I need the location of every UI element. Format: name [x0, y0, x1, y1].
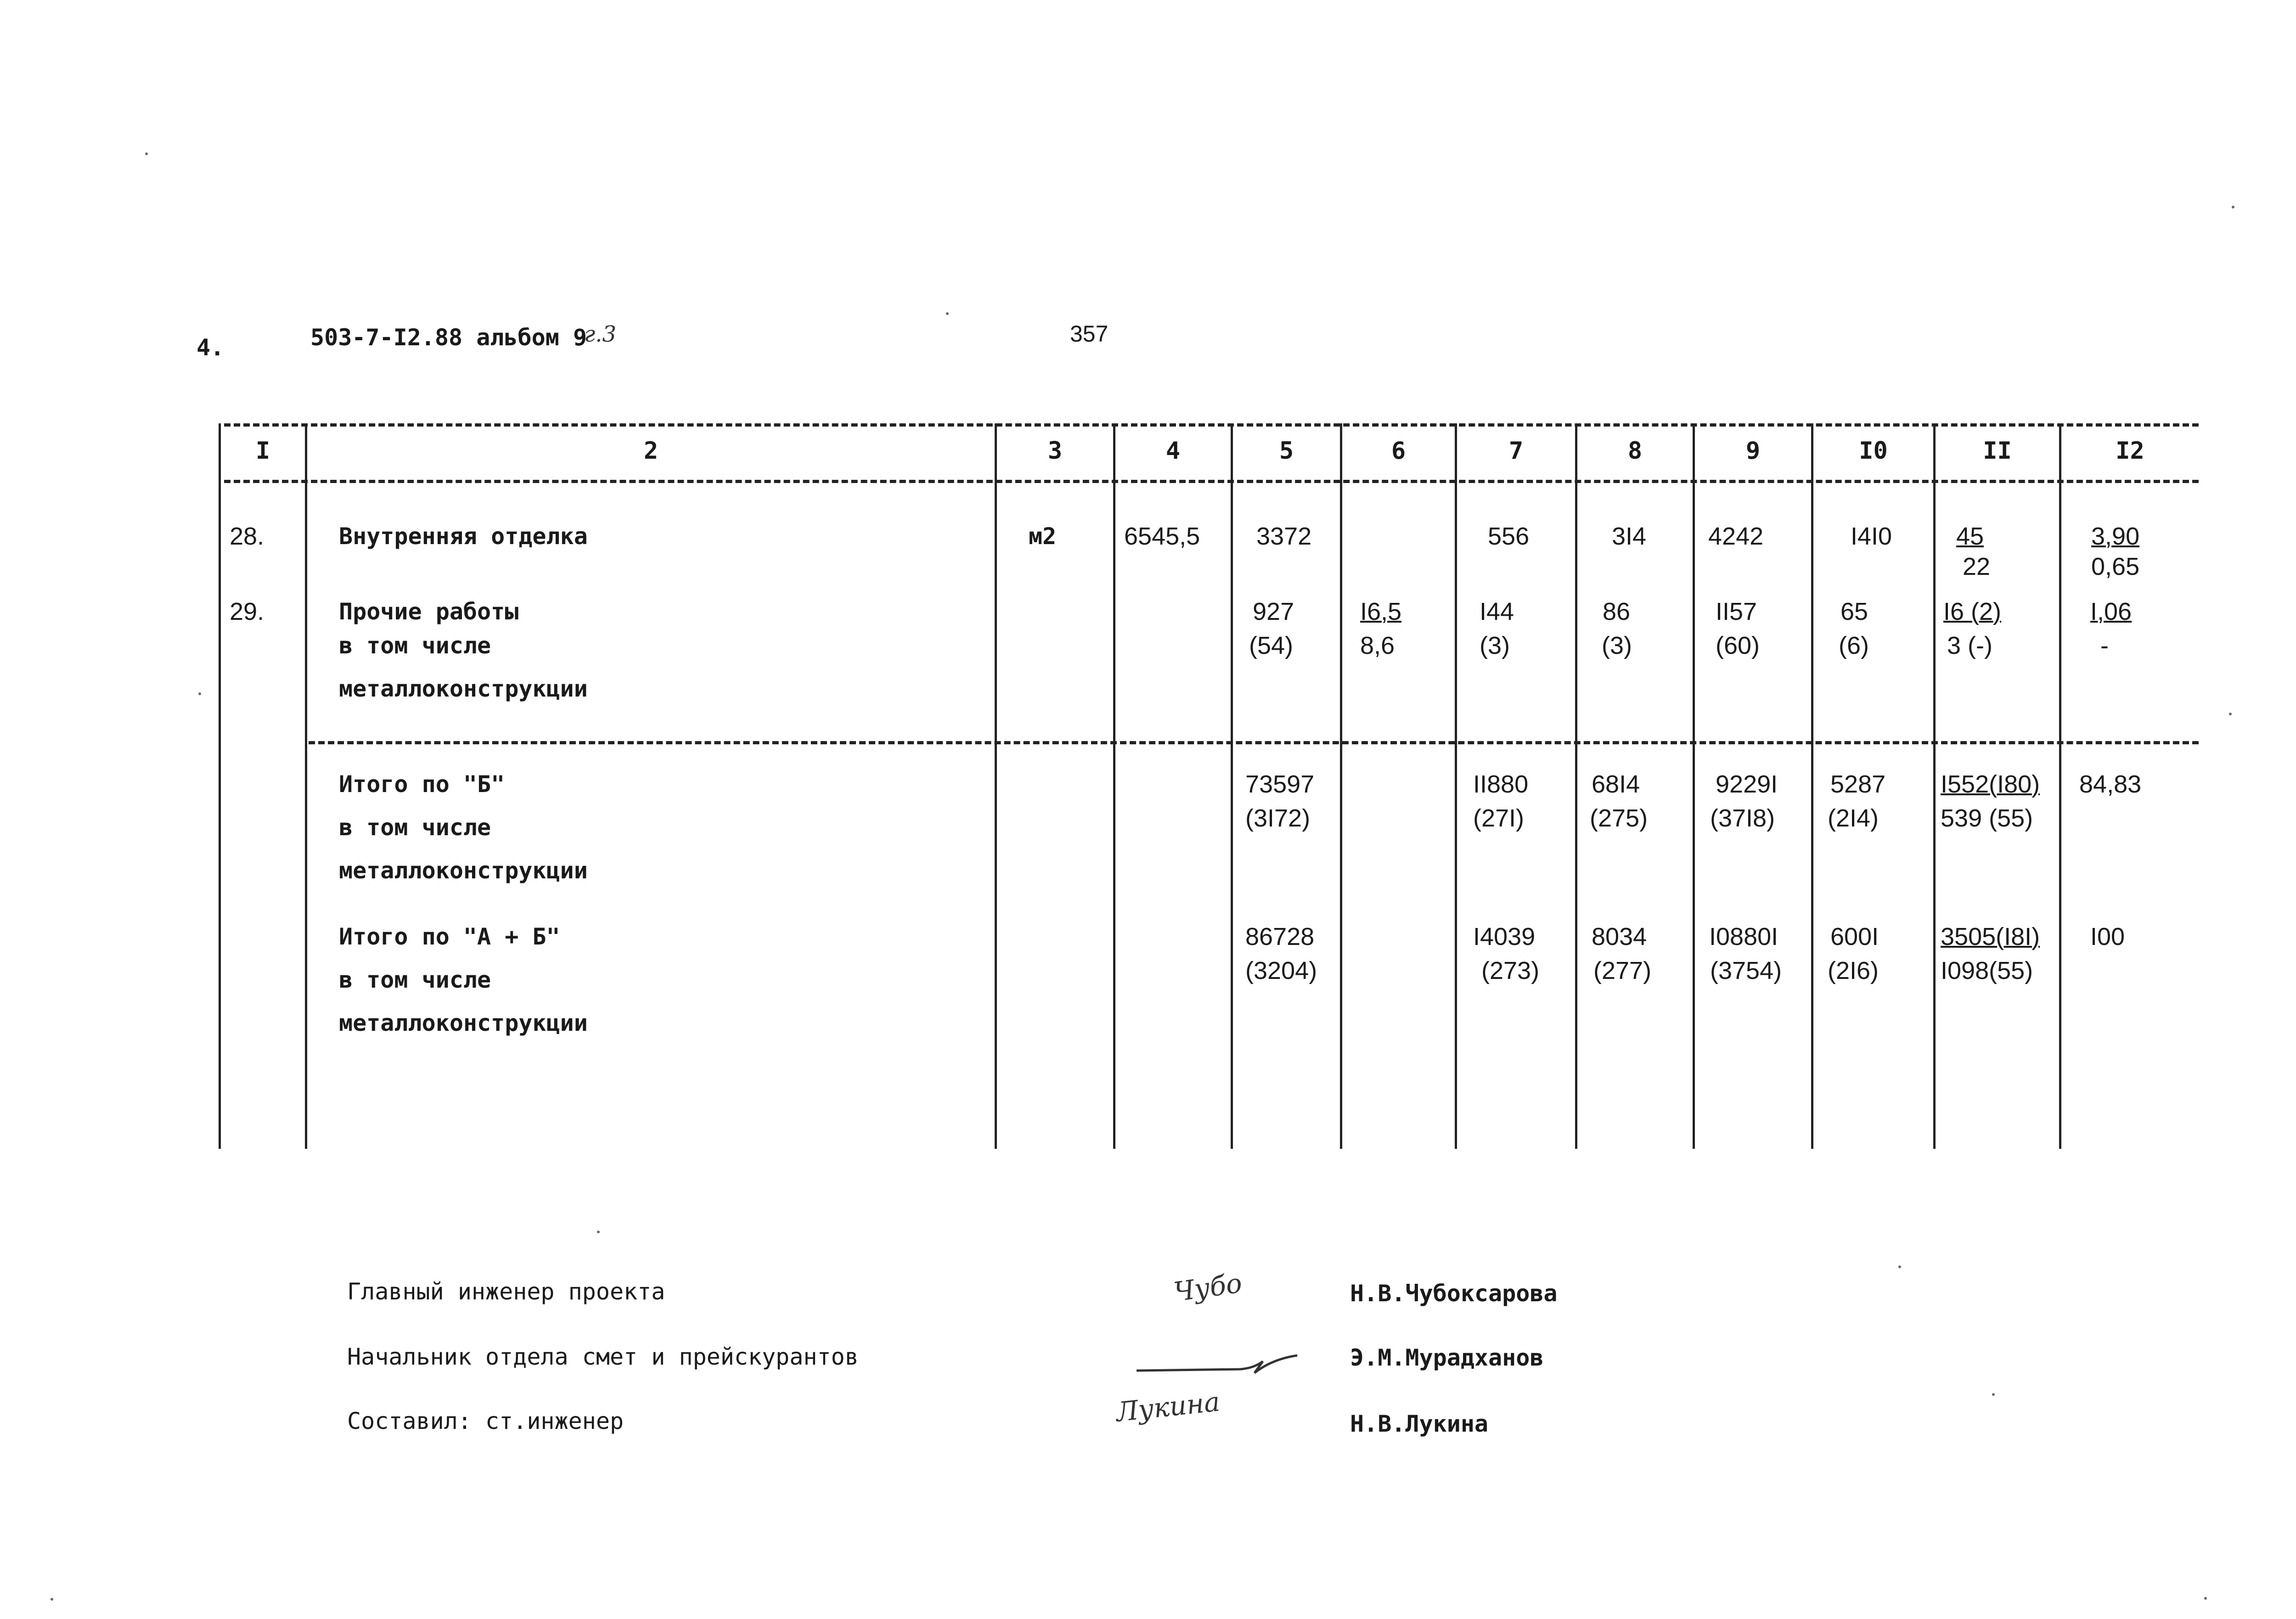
- document-reference: 503-7-I2.88 альбом 9: [310, 324, 587, 351]
- value-cell: 84,83: [2079, 770, 2142, 798]
- value-cell: (275): [1590, 804, 1648, 832]
- value-cell: I6,5: [1360, 598, 1402, 625]
- value-cell: 3I4: [1612, 523, 1647, 550]
- value-cell: (60): [1716, 632, 1760, 659]
- value-cell: (6): [1839, 632, 1869, 659]
- value-cell: II880: [1473, 770, 1529, 798]
- row-label: металлоконструкции: [339, 1010, 588, 1036]
- column-divider: [1113, 423, 1115, 1149]
- value-cell: 73597: [1245, 770, 1315, 798]
- value-cell: (277): [1593, 957, 1652, 984]
- column-header: II: [1983, 437, 2012, 465]
- value-cell: (3): [1602, 632, 1632, 659]
- row-label: в том числе: [339, 814, 491, 841]
- column-header: 8: [1627, 437, 1643, 465]
- scan-speck: [2204, 1597, 2207, 1600]
- column-divider: [2059, 423, 2061, 1149]
- value-cell: 8,6: [1360, 632, 1395, 659]
- value-cell: 68I4: [1592, 770, 1640, 798]
- value-cell: (54): [1249, 632, 1294, 659]
- column-header: 2: [643, 437, 658, 465]
- value-cell: (273): [1481, 957, 1540, 984]
- signer-name: Н.В.Лукина: [1350, 1411, 1489, 1437]
- value-cell: (2I4): [1828, 804, 1879, 832]
- scan-speck: [1992, 1393, 1995, 1396]
- row-label: в том числе: [339, 632, 491, 659]
- table-top-rule: [224, 423, 2199, 427]
- value-cell: 45: [1956, 523, 1984, 550]
- page-number: 357: [1070, 321, 1109, 347]
- column-header: 3: [1047, 437, 1063, 465]
- value-cell: I4039: [1473, 923, 1536, 950]
- signer-role: Главный инженер проекта: [347, 1278, 665, 1305]
- value-cell: 4242: [1708, 523, 1764, 550]
- column-header: 4: [1165, 437, 1181, 465]
- column-divider: [995, 423, 997, 1149]
- column-divider: [1340, 423, 1342, 1149]
- row-label: Внутренняя отделка: [339, 523, 588, 550]
- value-cell: (3): [1480, 632, 1510, 659]
- row-label: Прочие работы: [339, 598, 519, 625]
- value-cell: 5287: [1830, 770, 1886, 798]
- value-cell: I552(I80): [1941, 770, 2040, 798]
- column-header: 9: [1745, 437, 1761, 465]
- value-cell: I098(55): [1941, 957, 2033, 984]
- scan-speck: [51, 1598, 53, 1601]
- value-cell: I4I0: [1851, 523, 1892, 550]
- table-subtotal-rule: [309, 741, 2199, 744]
- value-cell: -: [2100, 632, 2109, 659]
- value-cell: II57: [1716, 598, 1757, 625]
- value-cell: (2I6): [1828, 957, 1879, 984]
- row-label: металлоконструкции: [339, 675, 588, 702]
- value-cell: 539 (55): [1941, 804, 2033, 832]
- value-cell: 22: [1963, 553, 1991, 580]
- value-cell: 3505(I8I): [1941, 923, 2040, 950]
- row-label: металлоконструкции: [339, 857, 588, 884]
- value-cell: 9229I: [1716, 770, 1778, 798]
- column-header: I: [255, 437, 270, 465]
- value-cell: (3I72): [1245, 804, 1311, 832]
- scan-speck: [946, 312, 949, 315]
- value-cell: 65: [1840, 598, 1868, 625]
- signature-stroke: [1134, 1345, 1300, 1377]
- column-header: 5: [1279, 437, 1294, 465]
- scan-speck: [145, 152, 148, 155]
- column-divider: [219, 423, 221, 1149]
- signature-handwritten: Лукина: [1114, 1386, 1221, 1428]
- column-header: 7: [1508, 437, 1524, 465]
- value-cell: 3372: [1256, 523, 1312, 550]
- row-label: в том числе: [339, 967, 491, 993]
- column-header: 6: [1391, 437, 1406, 465]
- value-cell: 3 (-): [1947, 632, 1992, 659]
- value-cell: 0,65: [2091, 553, 2140, 580]
- value-cell: (27I): [1473, 804, 1525, 832]
- scan-speck: [198, 692, 201, 695]
- value-cell: 3,90: [2091, 523, 2140, 550]
- signature-handwritten: Чубо: [1171, 1267, 1244, 1308]
- value-cell: 556: [1488, 523, 1530, 550]
- row-label: Итого по "Б": [339, 771, 505, 798]
- scan-speck: [2232, 206, 2234, 208]
- scan-speck: [2229, 713, 2232, 715]
- signer-role: Составил: ст.инженер: [347, 1408, 624, 1434]
- column-divider: [1811, 423, 1813, 1149]
- value-cell: 600I: [1830, 923, 1879, 950]
- column-divider: [1455, 423, 1457, 1149]
- value-cell: 927: [1253, 598, 1294, 625]
- value-cell: I44: [1480, 598, 1514, 625]
- scan-speck: [597, 1231, 600, 1233]
- column-header: I2: [2116, 437, 2144, 465]
- value-cell: (3204): [1245, 957, 1317, 984]
- unit-cell: м2: [1029, 523, 1057, 550]
- row-label: Итого по "А + Б": [339, 923, 560, 950]
- document-reference-handwritten: г.3: [584, 321, 617, 347]
- column-divider: [305, 423, 307, 1149]
- table-header-rule: [224, 480, 2199, 483]
- signer-role: Начальник отдела смет и прейскурантов: [347, 1344, 859, 1370]
- value-cell: I,06: [2090, 598, 2132, 625]
- quantity-cell: 6545,5: [1124, 523, 1200, 550]
- signer-name: Э.М.Мурадханов: [1350, 1344, 1544, 1371]
- section-number: 4.: [197, 334, 225, 361]
- value-cell: (3754): [1710, 957, 1782, 984]
- column-divider: [1933, 423, 1936, 1149]
- column-header: I0: [1859, 437, 1888, 465]
- scan-speck: [1898, 1265, 1901, 1268]
- value-cell: 86728: [1245, 923, 1315, 950]
- row-number: 29.: [230, 598, 264, 625]
- value-cell: I00: [2090, 923, 2125, 950]
- column-divider: [1693, 423, 1695, 1149]
- signer-name: Н.В.Чубоксарова: [1350, 1280, 1558, 1307]
- column-divider: [1231, 423, 1233, 1149]
- value-cell: 86: [1603, 598, 1631, 625]
- column-divider: [1575, 423, 1577, 1149]
- value-cell: 8034: [1592, 923, 1647, 950]
- row-number: 28.: [230, 523, 264, 550]
- value-cell: I6 (2): [1943, 598, 2002, 625]
- value-cell: (37I8): [1710, 804, 1775, 832]
- value-cell: I0880I: [1709, 923, 1778, 950]
